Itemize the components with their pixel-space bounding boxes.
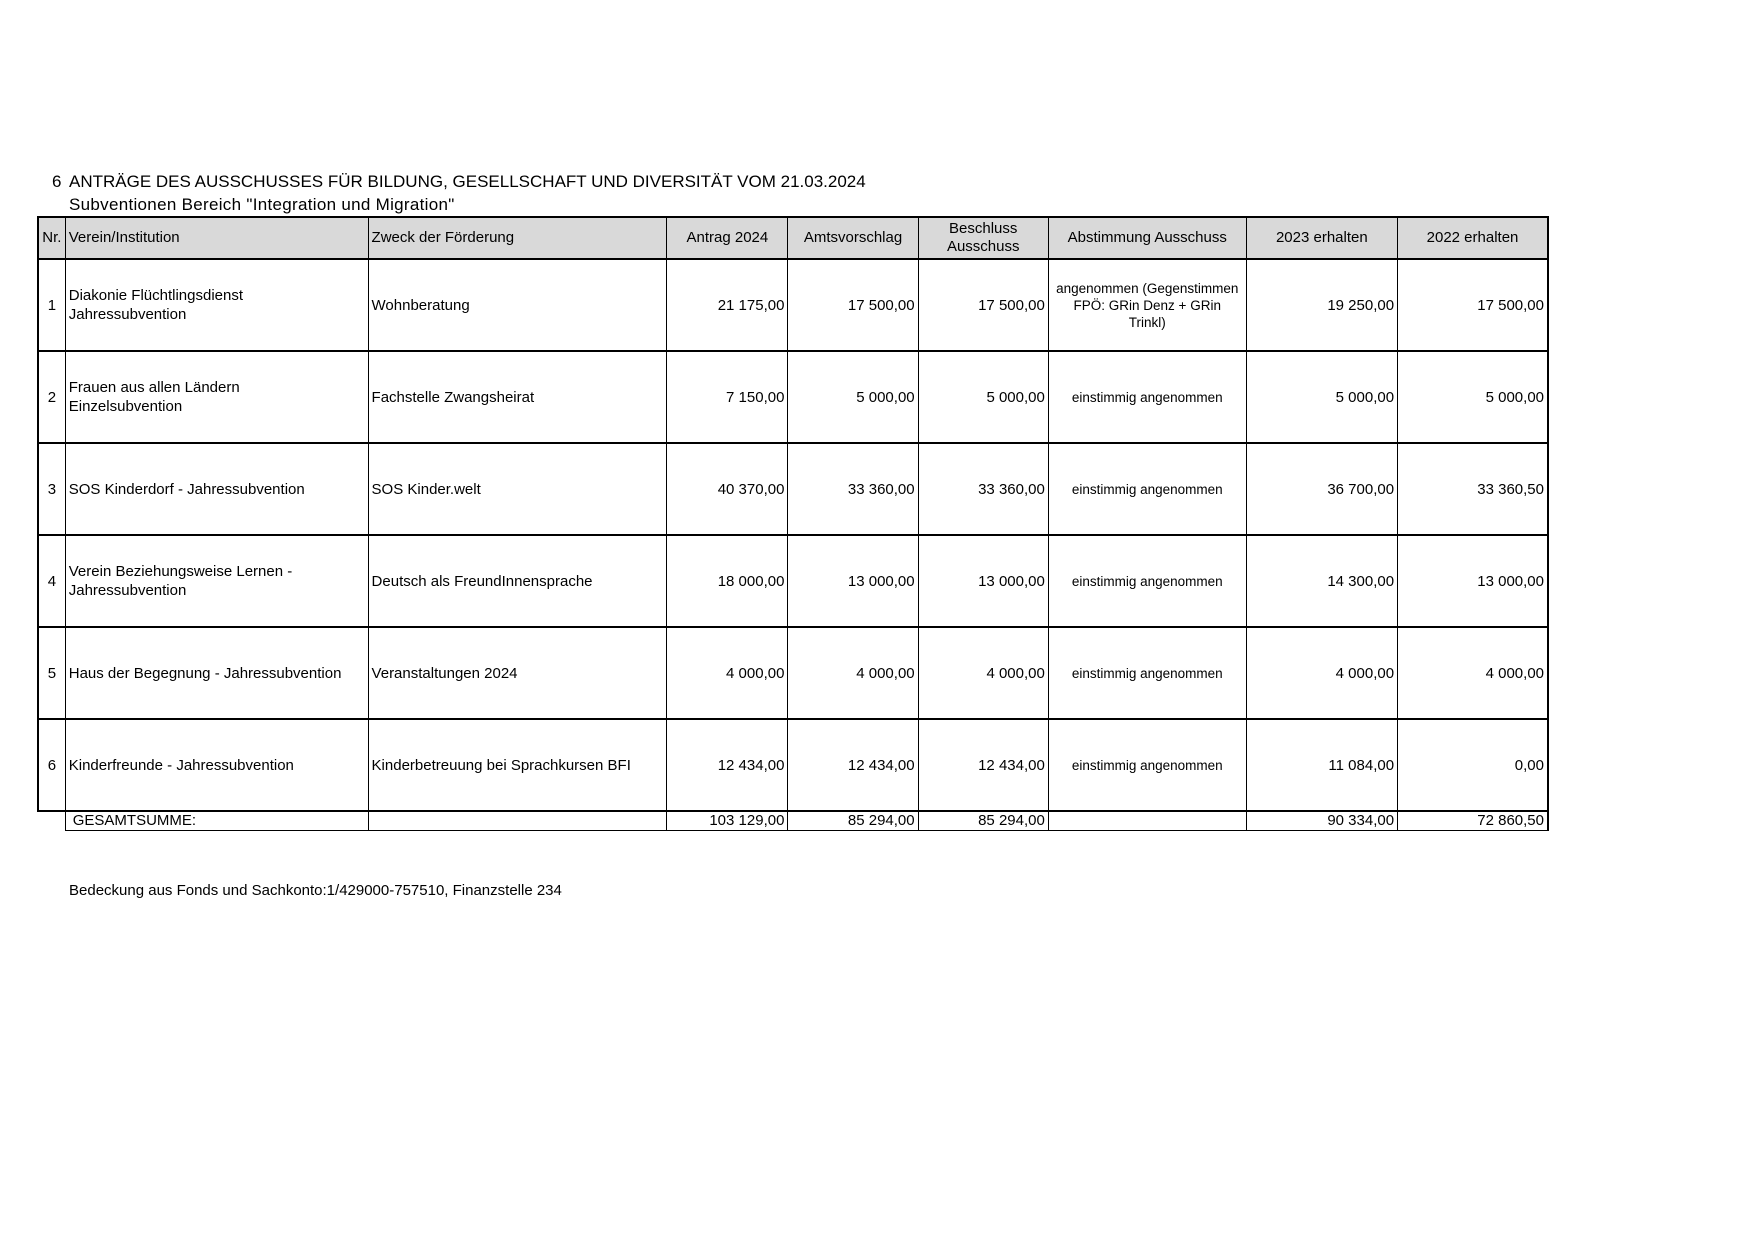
cell-erhalten-2022: 5 000,00 xyxy=(1398,351,1548,443)
cell-nr: 2 xyxy=(38,351,65,443)
total-zweck-empty xyxy=(368,811,667,831)
cell-abstimmung-line2: FPÖ: GRin Denz + GRin xyxy=(1073,297,1221,313)
cell-nr: 4 xyxy=(38,535,65,627)
cell-erhalten-2023: 5 000,00 xyxy=(1246,351,1397,443)
cell-erhalten-2023: 19 250,00 xyxy=(1246,259,1397,351)
header-erhalten-2022: 2022 erhalten xyxy=(1398,217,1548,259)
cell-antrag: 18 000,00 xyxy=(667,535,788,627)
cell-erhalten-2022: 0,00 xyxy=(1398,719,1548,811)
cell-erhalten-2023: 36 700,00 xyxy=(1246,443,1397,535)
cell-erhalten-2022: 33 360,50 xyxy=(1398,443,1548,535)
cell-erhalten-2022: 13 000,00 xyxy=(1398,535,1548,627)
cell-amtsvorschlag: 33 360,00 xyxy=(788,443,918,535)
total-erhalten-2023: 90 334,00 xyxy=(1246,811,1397,831)
header-amtsvorschlag: Amtsvorschlag xyxy=(788,217,918,259)
section-number: 6 xyxy=(52,172,62,191)
header-erhalten-2023: 2023 erhalten xyxy=(1246,217,1397,259)
cell-nr: 3 xyxy=(38,443,65,535)
table-header-row xyxy=(38,217,1548,259)
total-beschluss: 85 294,00 xyxy=(918,811,1048,831)
cell-nr: 6 xyxy=(38,719,65,811)
cell-zweck: Fachstelle Zwangsheirat xyxy=(368,351,667,443)
cell-abstimmung: einstimmig angenommen xyxy=(1048,443,1246,535)
cell-beschluss: 5 000,00 xyxy=(918,351,1048,443)
header-beschluss xyxy=(918,217,1048,259)
header-abstimmung: Abstimmung Ausschuss xyxy=(1048,217,1246,259)
cell-verein-line1: Frauen aus allen Ländern xyxy=(68,379,240,396)
cell-verein: Haus der Begegnung - Jahressubvention xyxy=(65,627,368,719)
cell-beschluss: 12 434,00 xyxy=(918,719,1048,811)
cell-amtsvorschlag: 12 434,00 xyxy=(788,719,918,811)
cell-amtsvorschlag: 13 000,00 xyxy=(788,535,918,627)
section-subtitle: Subventionen Bereich "Integration und Migration" xyxy=(69,195,455,214)
cell-abstimmung-line3: Trinkl) xyxy=(1128,314,1166,330)
cell-nr: 1 xyxy=(38,259,65,351)
cell-verein-line1: Verein Beziehungsweise Lernen - xyxy=(68,563,293,580)
cell-erhalten-2023: 11 084,00 xyxy=(1246,719,1397,811)
cell-verein-line2: Jahressubvention xyxy=(68,306,187,323)
cell-zweck: SOS Kinder.welt xyxy=(368,443,667,535)
coverage-note: Bedeckung aus Fonds und Sachkonto:1/429000-757510, Finanzstelle 234 xyxy=(69,882,562,899)
cell-abstimmung-line1: angenommen (Gegenstimmen xyxy=(1056,280,1239,296)
cell-beschluss: 33 360,00 xyxy=(918,443,1048,535)
cell-abstimmung: einstimmig angenommen xyxy=(1048,351,1246,443)
cell-abstimmung: einstimmig angenommen xyxy=(1048,627,1246,719)
cell-zweck: Veranstaltungen 2024 xyxy=(368,627,667,719)
cell-verein xyxy=(65,259,368,351)
subsidy-table xyxy=(37,216,1549,831)
table-row xyxy=(38,259,1548,351)
table-row xyxy=(38,719,1548,811)
section-title-text: ANTRÄGE DES AUSSCHUSSES FÜR BILDUNG, GESELLSCHAFT UND DIVERSITÄT VOM 21.03.2024 xyxy=(69,172,866,191)
cell-antrag: 21 175,00 xyxy=(667,259,788,351)
cell-verein xyxy=(65,535,368,627)
cell-verein: SOS Kinderdorf - Jahressubvention xyxy=(65,443,368,535)
header-verein: Verein/Institution xyxy=(65,217,368,259)
cell-verein: Kinderfreunde - Jahressubvention xyxy=(65,719,368,811)
table-row xyxy=(38,351,1548,443)
total-antrag: 103 129,00 xyxy=(667,811,788,831)
cell-beschluss: 17 500,00 xyxy=(918,259,1048,351)
cell-amtsvorschlag: 5 000,00 xyxy=(788,351,918,443)
cell-abstimmung: einstimmig angenommen xyxy=(1048,535,1246,627)
cell-beschluss: 4 000,00 xyxy=(918,627,1048,719)
header-beschluss-line2: Ausschuss xyxy=(946,238,1020,255)
cell-erhalten-2023: 4 000,00 xyxy=(1246,627,1397,719)
cell-verein-line1: Diakonie Flüchtlingsdienst xyxy=(68,287,244,304)
header-zweck: Zweck der Förderung xyxy=(368,217,667,259)
cell-antrag: 4 000,00 xyxy=(667,627,788,719)
cell-antrag: 12 434,00 xyxy=(667,719,788,811)
table-row xyxy=(38,627,1548,719)
header-beschluss-line1: Beschluss xyxy=(949,220,1018,237)
cell-zweck: Deutsch als FreundInnensprache xyxy=(368,535,667,627)
cell-beschluss: 13 000,00 xyxy=(918,535,1048,627)
cell-verein-line2: Einzelsubvention xyxy=(68,398,183,415)
cell-antrag: 7 150,00 xyxy=(667,351,788,443)
cell-nr: 5 xyxy=(38,627,65,719)
total-amtsvorschlag: 85 294,00 xyxy=(788,811,918,831)
total-erhalten-2022: 72 860,50 xyxy=(1398,811,1548,831)
table-row xyxy=(38,535,1548,627)
cell-erhalten-2023: 14 300,00 xyxy=(1246,535,1397,627)
cell-abstimmung xyxy=(1048,259,1246,351)
total-abstimmung-empty xyxy=(1048,811,1246,831)
cell-antrag: 40 370,00 xyxy=(667,443,788,535)
cell-erhalten-2022: 17 500,00 xyxy=(1398,259,1548,351)
cell-amtsvorschlag: 17 500,00 xyxy=(788,259,918,351)
header-antrag: Antrag 2024 xyxy=(667,217,788,259)
section-title xyxy=(52,172,866,192)
total-label: GESAMTSUMME: xyxy=(65,811,368,831)
total-row xyxy=(38,811,1548,831)
cell-abstimmung: einstimmig angenommen xyxy=(1048,719,1246,811)
header-nr: Nr. xyxy=(38,217,65,259)
cell-erhalten-2022: 4 000,00 xyxy=(1398,627,1548,719)
table-row xyxy=(38,443,1548,535)
cell-zweck: Kinderbetreuung bei Sprachkursen BFI xyxy=(368,719,667,811)
cell-verein-line2: Jahressubvention xyxy=(68,582,187,599)
cell-verein xyxy=(65,351,368,443)
total-blank xyxy=(38,811,65,831)
cell-zweck: Wohnberatung xyxy=(368,259,667,351)
cell-amtsvorschlag: 4 000,00 xyxy=(788,627,918,719)
